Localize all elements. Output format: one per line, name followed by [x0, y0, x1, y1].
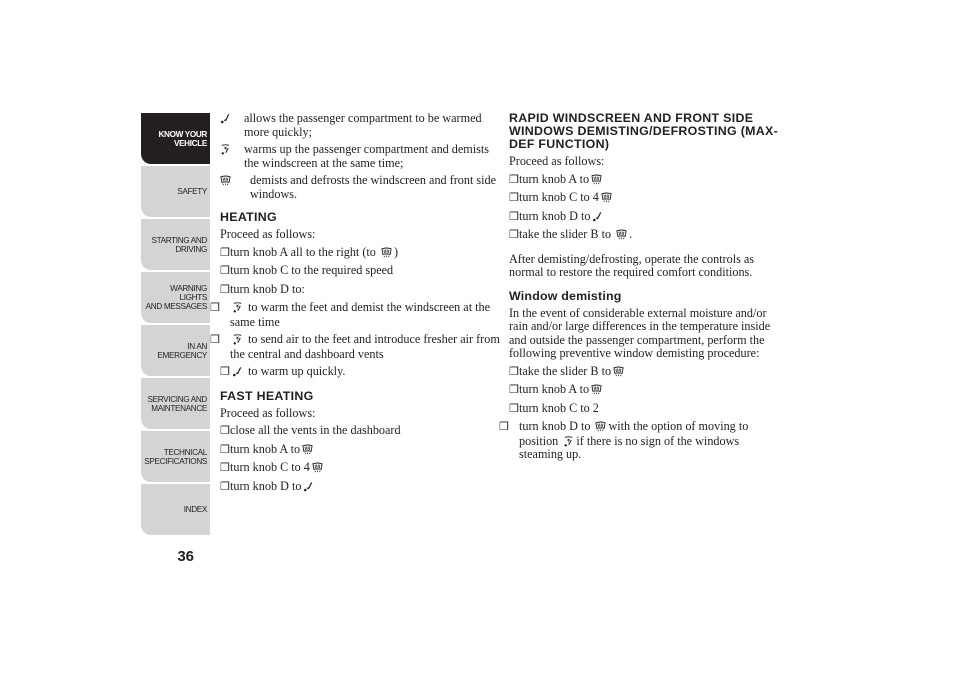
page-number: 36 — [177, 548, 194, 565]
step-text: turn knob A all to the right (to — [230, 244, 376, 259]
rapid-after-text: After demisting/defrosting, operate the controls as normal to restore the required comfort conditions. — [509, 251, 755, 279]
tab-starting-and-driving[interactable] — [141, 219, 210, 270]
step-text: turn knob D to — [519, 419, 591, 433]
air-to-feet-icon — [220, 113, 231, 124]
fast-heating-step — [220, 480, 500, 495]
step-text: turn knob C to 4 — [519, 190, 599, 204]
checkbox-bullet-icon: ❒ — [220, 265, 230, 277]
windscreen-defrost-icon — [591, 174, 602, 185]
mode-description-feet — [220, 112, 500, 139]
checkbox-bullet-icon: ❒ — [509, 402, 519, 415]
tab-label: SERVICING AND MAINTENANCE — [147, 394, 207, 413]
air-to-feet-and-windscreen-icon — [563, 436, 574, 447]
tab-servicing[interactable] — [141, 378, 210, 429]
air-to-feet-icon — [592, 211, 603, 222]
mode-text: allows the passenger compartment to be warmed more quickly; — [244, 111, 482, 139]
checkbox-bullet-icon: ❒ — [220, 246, 230, 259]
checkbox-bullet-icon: ❒ — [210, 302, 220, 314]
windscreen-defrost-icon — [220, 175, 231, 186]
mode-description-screen — [220, 174, 500, 201]
tab-know-your-vehicle[interactable] — [141, 113, 210, 164]
tab-index[interactable] — [141, 484, 210, 535]
checkbox-bullet-icon: ❒ — [509, 365, 519, 378]
windscreen-defrost-icon — [601, 192, 612, 203]
tab-warning-lights[interactable] — [141, 272, 210, 323]
fast-heating-intro: Proceed as follows: — [220, 405, 316, 420]
windscreen-defrost-icon — [312, 462, 323, 473]
tab-label: KNOW YOUR VEHICLE — [158, 129, 207, 148]
step-text: take the slider B to — [519, 227, 612, 241]
step-text: turn knob D to: — [230, 281, 305, 296]
fast-heating-step — [220, 424, 500, 439]
window-step — [499, 419, 779, 462]
air-to-feet-icon — [303, 481, 314, 492]
step-text: . — [629, 227, 633, 241]
step-text: turn knob A to — [230, 441, 301, 456]
mode-text: warms up the passenger compartment and demists the windscreen at the same time; — [244, 142, 490, 170]
rapid-step — [509, 228, 779, 243]
step-text: turn knob C to 4 — [230, 460, 310, 474]
step-text: ) — [393, 244, 399, 259]
step-text: to warm the feet and demist the windscreen at the same time — [230, 300, 491, 329]
heating-step — [220, 283, 500, 298]
heating-step — [220, 246, 500, 261]
step-text: to warm up quickly. — [248, 364, 346, 378]
step-text: with the option of moving to position — [519, 419, 749, 448]
window-demisting-body: In the event of considerable external moisture and/or rain and/or large differences in the temperature inside and outside the passenger compartment, perform the following preventive window demisting procedure: — [509, 305, 771, 360]
windscreen-defrost-icon — [302, 444, 313, 455]
heating-substep — [220, 365, 500, 380]
checkbox-bullet-icon: ❒ — [210, 334, 220, 346]
step-text: if there is no sign of the windows steaming up. — [519, 433, 740, 461]
air-to-feet-icon — [232, 366, 243, 377]
mode-description-feet-screen — [220, 143, 500, 170]
rapid-intro: Proceed as follows: — [509, 154, 605, 168]
fast-heating-heading: FAST HEATING — [220, 388, 314, 403]
checkbox-bullet-icon: ❒ — [509, 229, 519, 241]
mode-text: demists and defrosts the windscreen and front side windows. — [250, 173, 497, 201]
rapid-demisting-heading: RAPID WINDSCREEN AND FRONT SIDE WINDOWS DEMISTING/DEFROSTING (MAX-DEF FUNCTION) — [509, 111, 779, 151]
heating-substep — [210, 332, 500, 361]
windscreen-defrost-icon — [381, 247, 392, 258]
tab-in-an-emergency[interactable] — [141, 325, 210, 376]
air-recirculation-icon — [613, 366, 624, 377]
step-text: to send air to the feet and introduce fresher air from the central and dashboard vents — [230, 332, 500, 361]
checkbox-bullet-icon: ❒ — [509, 210, 519, 223]
checkbox-bullet-icon: ❒ — [509, 173, 519, 186]
tab-label: STARTING AND DRIVING — [151, 235, 207, 254]
heating-step — [220, 264, 500, 279]
tab-label: INDEX — [183, 505, 207, 514]
air-to-feet-and-windscreen-icon — [220, 144, 231, 155]
checkbox-bullet-icon: ❒ — [220, 283, 230, 296]
checkbox-bullet-icon: ❒ — [220, 425, 230, 437]
fast-heating-step — [220, 461, 500, 476]
step-text: turn knob C to the required speed — [230, 263, 394, 277]
window-step — [509, 365, 779, 380]
checkbox-bullet-icon: ❒ — [499, 421, 509, 433]
checkbox-bullet-icon: ❒ — [220, 366, 230, 378]
fast-heating-step — [220, 443, 500, 458]
heating-heading: HEATING — [220, 210, 277, 224]
windscreen-defrost-icon — [591, 384, 602, 395]
windscreen-defrost-icon — [595, 421, 606, 432]
checkbox-bullet-icon: ❒ — [220, 462, 230, 474]
checkbox-bullet-icon: ❒ — [220, 443, 230, 456]
tab-label: SAFETY — [177, 187, 207, 196]
step-text: turn knob A to — [519, 382, 590, 396]
step-text: turn knob D to — [230, 478, 302, 493]
window-step — [509, 383, 779, 398]
step-text: turn knob D to — [519, 208, 591, 223]
air-recirculation-icon — [616, 229, 627, 240]
window-step — [509, 402, 779, 417]
step-text: take the slider B to — [519, 363, 612, 378]
checkbox-bullet-icon: ❒ — [509, 192, 519, 204]
left-column — [210, 111, 500, 498]
air-to-feet-and-windscreen-icon — [232, 302, 243, 313]
heating-substep — [210, 300, 500, 329]
tab-technical-specifications[interactable] — [141, 431, 210, 482]
rapid-step — [509, 173, 779, 188]
checkbox-bullet-icon: ❒ — [509, 384, 519, 396]
tab-label: TECHNICAL SPECIFICATIONS — [144, 447, 207, 466]
heating-intro: Proceed as follows: — [220, 227, 316, 241]
step-text: close all the vents in the dashboard — [230, 423, 401, 437]
tab-label: IN AN EMERGENCY — [157, 341, 207, 360]
rapid-step — [509, 191, 779, 206]
rapid-step — [509, 210, 779, 225]
chapter-tabs — [141, 113, 210, 537]
tab-safety[interactable] — [141, 166, 210, 217]
air-to-feet-and-vents-icon — [232, 334, 243, 345]
checkbox-bullet-icon: ❒ — [220, 480, 230, 493]
right-column — [499, 111, 779, 466]
step-text: turn knob C to 2 — [519, 400, 599, 415]
window-demisting-heading: Window demisting — [509, 288, 622, 303]
step-text: turn knob A to — [519, 171, 590, 186]
tab-label: WARNING LIGHTS AND MESSAGES — [145, 284, 207, 311]
